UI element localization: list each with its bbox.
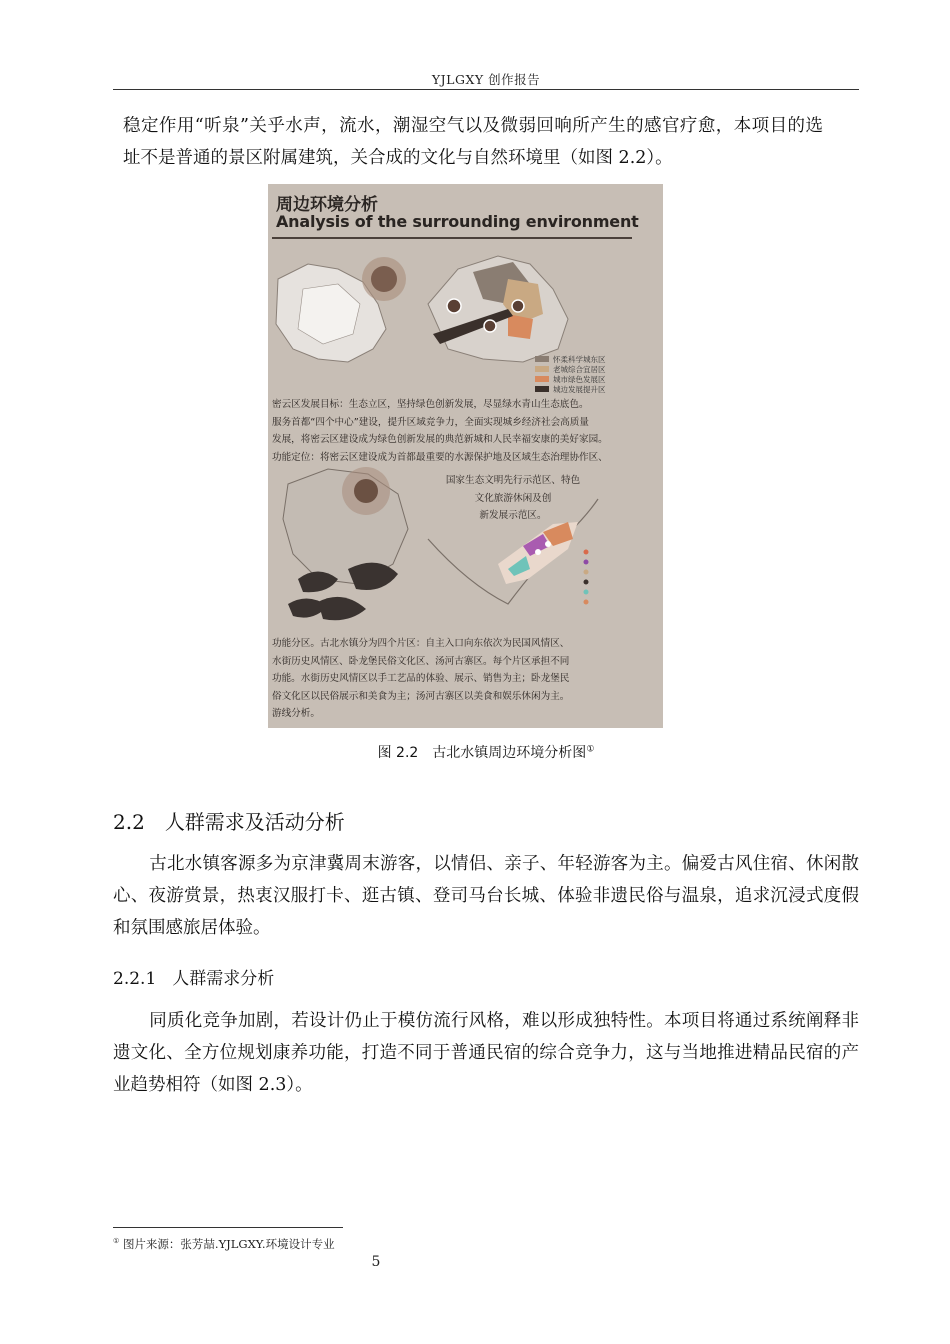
legend-swatch (535, 356, 549, 362)
section-number: 2.2 (113, 810, 145, 834)
legend-label: 老城综合宜居区 (553, 364, 606, 374)
paragraph-text: 同质化竞争加剧，若设计仍止于模仿流行风格，难以形成独特性。本项目将通过系统阐释非遗文化、全方位规划康养功能，打造不同于普通民宿的综合竞争力，这与当地推进精品民宿的产业趋势相符（如图 2.3）。 (113, 1011, 859, 1095)
legend-item (535, 374, 606, 384)
legend-swatch (535, 376, 549, 382)
running-header: YJLGXY 创作报告 (431, 72, 541, 87)
figure-text-goals (272, 396, 657, 466)
figure-title-en: Analysis of the surrounding environment (276, 212, 639, 231)
section-paragraph (113, 848, 859, 944)
figure-text-line: 新发展示范区。 (479, 510, 547, 521)
footnote-rule (113, 1227, 343, 1228)
legend-label: 城市绿色发展区 (553, 374, 606, 384)
legend-swatch (535, 366, 549, 372)
header-rule (113, 89, 859, 90)
subsection-number: 2.2.1 (113, 969, 157, 989)
legend-item (535, 354, 606, 364)
footnote (113, 1236, 335, 1252)
page-number: 5 (371, 1254, 381, 1270)
footnote-mark: ① (113, 1237, 120, 1246)
figure-text-line: 国家生态文明先行示范区、特色 (445, 475, 581, 486)
figure-title-cn: 周边环境分析 (276, 195, 378, 215)
figure-text-line: 功能定位：将密云区建设成为首都最重要的水源保护地及区域生态治理协作区、 (272, 451, 608, 463)
section-title: 人群需求及活动分析 (164, 810, 345, 834)
figure-text-line: 文化旅游休闲及创 (474, 492, 552, 504)
subsection-paragraph (113, 1005, 859, 1101)
legend-item (535, 364, 606, 374)
section-heading (113, 806, 345, 835)
legend-label: 城边发展提升区 (553, 384, 606, 394)
site-legend (584, 550, 589, 605)
subsection-heading (113, 964, 274, 989)
figure-text-line: 密云区发展目标：生态立区，坚持绿色创新发展，尽显绿水青山生态底色。 (272, 399, 589, 410)
figure-text-line: 发展，将密云区建设成为绿色创新发展的典范新城和人民幸福安康的美好家园。 (272, 434, 608, 445)
caption-text: 图 2.2 古北水镇周边环境分析图 (377, 745, 587, 761)
legend-item (535, 384, 606, 394)
legend-swatch (535, 386, 549, 392)
map-legend (535, 354, 606, 394)
figure-text-line: 游线分析。 (272, 708, 320, 719)
figure-text-line: 服务首都“四个中心”建设，提升区域竞争力，全面实现城乡经济社会高质量 (272, 416, 589, 428)
figure-text-line: 水街历史风情区、卧龙堡民俗文化区、汤河古寨区。每个片区承担不同 (272, 655, 570, 667)
figure-text-positioning (428, 472, 598, 525)
footnote-text: 图片来源：张芳喆.YJLGXY.环境设计专业 (122, 1237, 335, 1251)
caption-footnote-mark[interactable]: ① (586, 744, 595, 755)
intro-paragraph: 稳定作用“听泉”关乎水声，流水，潮湿空气以及微弱回响所产生的感官疗愈，本项目的选址不是普通的景区附属建筑，关合成的文化与自然环境里（如图 2.2）。 (123, 116, 823, 168)
figure-text-zoning (272, 635, 657, 723)
environment-analysis-figure (268, 184, 663, 728)
figure-text-line: 功能分区。古北水镇分为四个片区：自主入口向东依次为民国风情区、 (272, 638, 570, 649)
subsection-title: 人群需求分析 (172, 969, 275, 989)
figure-text-line: 功能。水街历史风情区以手工艺品的体验、展示、销售为主；卧龙堡民 (272, 673, 570, 684)
legend-label: 怀柔科学城东区 (553, 354, 606, 364)
figure-text-line: 俗文化区以民俗展示和美食为主；汤河古寨区以美食和娱乐休闲为主。 (272, 690, 570, 702)
paragraph-text: 古北水镇客源多为京津冀周末游客，以情侣、亲子、年轻游客为主。偏爱古风住宿、休闲散心、夜游赏景，热衷汉服打卡、逛古镇、登司马台长城、体验非遗民俗与温泉，追求沉浸式度假和氛围感旅居体验。 (113, 854, 859, 938)
figure-caption (113, 742, 859, 762)
